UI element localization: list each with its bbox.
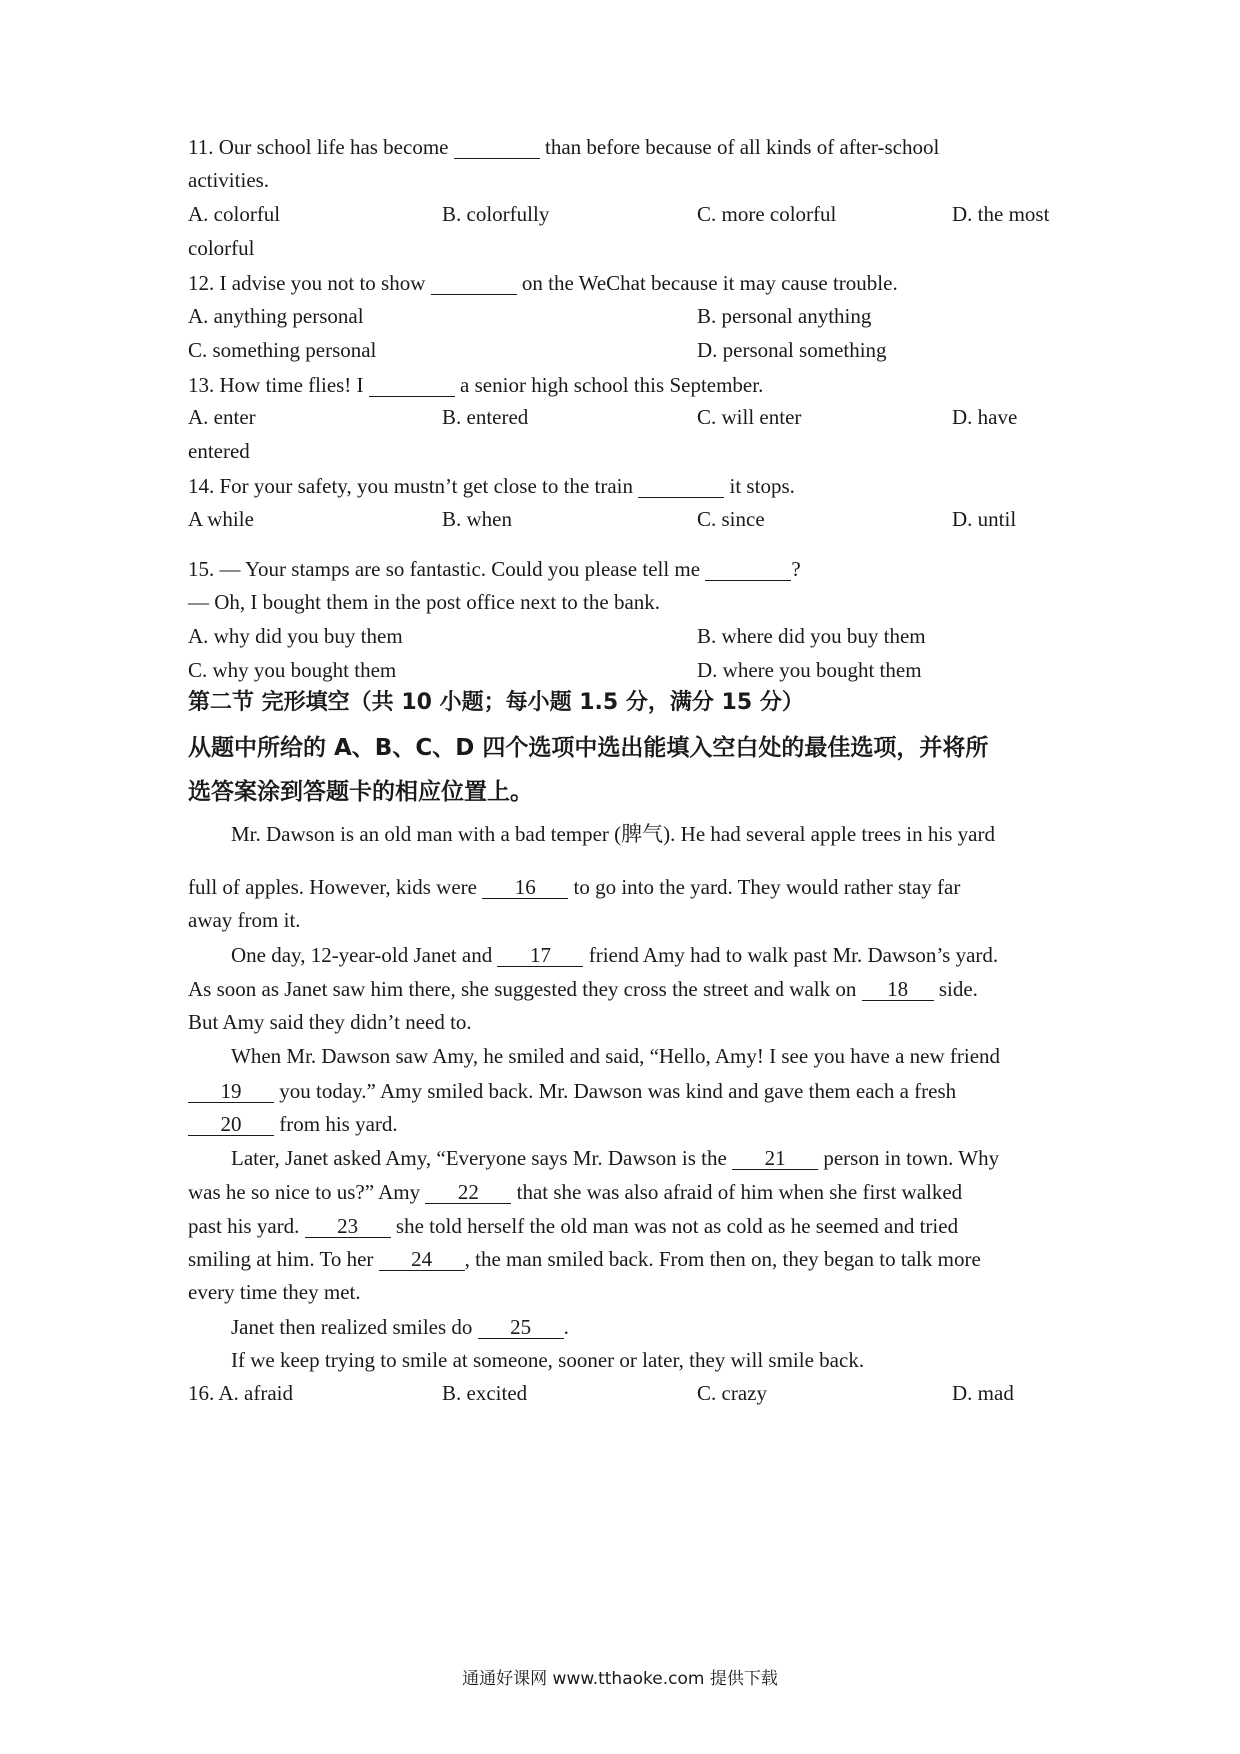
cloze-blank-18: 18 bbox=[862, 978, 934, 1001]
option-d-cont: entered bbox=[188, 439, 250, 463]
section-instruction: 选答案涂到答题卡的相应位置上。 bbox=[188, 779, 533, 805]
passage-text: was he so nice to us?” Amy bbox=[188, 1180, 421, 1204]
option-c: C. crazy bbox=[697, 1381, 767, 1405]
stem-text: ? bbox=[791, 557, 801, 581]
passage-line bbox=[188, 1248, 981, 1271]
answer-blank bbox=[369, 374, 455, 397]
question-14-stem bbox=[188, 475, 795, 498]
option-d: D. the most bbox=[952, 202, 1050, 226]
passage-text: past his yard. bbox=[188, 1214, 300, 1238]
cloze-blank-17: 17 bbox=[497, 944, 583, 967]
question-13-stem bbox=[188, 374, 763, 397]
question-15-stem bbox=[188, 558, 801, 581]
passage-line bbox=[231, 944, 998, 967]
cloze-blank-25: 25 bbox=[478, 1316, 564, 1339]
cloze-blank-19: 19 bbox=[188, 1080, 274, 1103]
passage-text: . bbox=[563, 1315, 569, 1339]
stem-text: 12. I advise you not to show bbox=[188, 271, 426, 295]
question-15-reply: — Oh, I bought them in the post office next to the bank. bbox=[188, 590, 661, 614]
passage-line: away from it. bbox=[188, 908, 301, 932]
section-instruction: 从题中所给的 A、B、C、D 四个选项中选出能填入空白处的最佳选项，并将所 bbox=[188, 735, 989, 761]
answer-blank bbox=[431, 272, 517, 295]
answer-blank bbox=[454, 136, 540, 159]
passage-text: Later, Janet asked Amy, “Everyone says Mr. Dawson is the bbox=[231, 1146, 727, 1170]
option-b: B. entered bbox=[442, 405, 529, 429]
question-11-stem-cont: activities. bbox=[188, 168, 270, 192]
option-a: A. enter bbox=[188, 405, 256, 429]
option-b: B. excited bbox=[442, 1381, 528, 1405]
cloze-blank-16: 16 bbox=[482, 876, 568, 899]
option-b: B. when bbox=[442, 507, 512, 531]
stem-text: 14. For your safety, you mustn’t get close to the train bbox=[188, 474, 634, 498]
option-a: A. anything personal bbox=[188, 304, 364, 328]
question-11-stem bbox=[188, 136, 939, 159]
option-d: D. where you bought them bbox=[697, 658, 922, 682]
option-d: D. until bbox=[952, 507, 1017, 531]
passage-line: But Amy said they didn’t need to. bbox=[188, 1010, 472, 1034]
passage-text: to go into the yard. They would rather stay far bbox=[573, 875, 961, 899]
passage-line bbox=[188, 978, 978, 1001]
option-c: C. why you bought them bbox=[188, 658, 397, 682]
passage-line bbox=[231, 1316, 569, 1339]
passage-text: full of apples. However, kids were bbox=[188, 875, 477, 899]
option-d-cont: colorful bbox=[188, 236, 255, 260]
passage-line bbox=[188, 1181, 962, 1204]
option-c: C. more colorful bbox=[697, 202, 837, 226]
option-a: A. why did you buy them bbox=[188, 624, 403, 648]
stem-text: 15. — Your stamps are so fantastic. Could you please tell me bbox=[188, 557, 701, 581]
cloze-blank-24: 24 bbox=[379, 1248, 465, 1271]
option-d: D. mad bbox=[952, 1381, 1014, 1405]
passage-line bbox=[231, 1147, 999, 1170]
option-b: B. personal anything bbox=[697, 304, 872, 328]
option-c: C. since bbox=[697, 507, 765, 531]
cloze-blank-21: 21 bbox=[732, 1147, 818, 1170]
option-c: C. will enter bbox=[697, 405, 802, 429]
option-d: D. personal something bbox=[697, 338, 887, 362]
passage-text: that she was also afraid of him when she first walked bbox=[516, 1180, 963, 1204]
passage-text: friend Amy had to walk past Mr. Dawson’s yard. bbox=[588, 943, 999, 967]
passage-text: person in town. Why bbox=[823, 1146, 1000, 1170]
cloze-blank-20: 20 bbox=[188, 1113, 274, 1136]
passage-text: side. bbox=[938, 977, 978, 1001]
passage-text: Janet then realized smiles do bbox=[231, 1315, 473, 1339]
passage-line bbox=[188, 1113, 398, 1136]
cloze-blank-22: 22 bbox=[425, 1181, 511, 1204]
passage-line: If we keep trying to smile at someone, sooner or later, they will smile back. bbox=[231, 1348, 865, 1372]
question-12-stem bbox=[188, 272, 898, 295]
passage-text: As soon as Janet saw him there, she suggested they cross the street and walk on bbox=[188, 977, 857, 1001]
passage-line bbox=[188, 1080, 956, 1103]
passage-line: When Mr. Dawson saw Amy, he smiled and said, “Hello, Amy! I see you have a new friend bbox=[231, 1044, 1001, 1068]
stem-text: on the WeChat because it may cause trouble. bbox=[521, 271, 898, 295]
option-c: C. something personal bbox=[188, 338, 377, 362]
section-title: 第二节 完形填空（共 10 小题；每小题 1.5 分，满分 15 分） bbox=[188, 690, 804, 715]
stem-text: it stops. bbox=[729, 474, 795, 498]
page-footer: 通通好课网 www.tthaoke.com 提供下载 bbox=[462, 1669, 778, 1689]
stem-text: a senior high school this September. bbox=[460, 373, 764, 397]
stem-text: than before because of all kinds of after-school bbox=[544, 135, 940, 159]
cloze-blank-23: 23 bbox=[305, 1215, 391, 1238]
passage-text: you today.” Amy smiled back. Mr. Dawson was kind and gave them each a fresh bbox=[279, 1079, 957, 1103]
option-b: B. colorfully bbox=[442, 202, 550, 226]
option-d: D. have bbox=[952, 405, 1018, 429]
passage-text: One day, 12-year-old Janet and bbox=[231, 943, 493, 967]
stem-text: 11. Our school life has become bbox=[188, 135, 449, 159]
option-a: 16. A. afraid bbox=[188, 1381, 293, 1405]
option-b: B. where did you buy them bbox=[697, 624, 926, 648]
passage-text: smiling at him. To her bbox=[188, 1247, 374, 1271]
answer-blank bbox=[705, 558, 791, 581]
passage-text: , the man smiled back. From then on, they began to talk more bbox=[464, 1247, 981, 1271]
answer-blank bbox=[638, 475, 724, 498]
passage-line bbox=[188, 876, 960, 899]
passage-line: Mr. Dawson is an old man with a bad temper (脾气). He had several apple trees in his yard bbox=[231, 822, 995, 846]
passage-line: every time they met. bbox=[188, 1280, 361, 1304]
passage-text: from his yard. bbox=[279, 1112, 398, 1136]
option-a: A while bbox=[188, 507, 254, 531]
passage-text: she told herself the old man was not as cold as he seemed and tried bbox=[395, 1214, 959, 1238]
stem-text: 13. How time flies! I bbox=[188, 373, 364, 397]
option-a: A. colorful bbox=[188, 202, 281, 226]
passage-line bbox=[188, 1215, 958, 1238]
